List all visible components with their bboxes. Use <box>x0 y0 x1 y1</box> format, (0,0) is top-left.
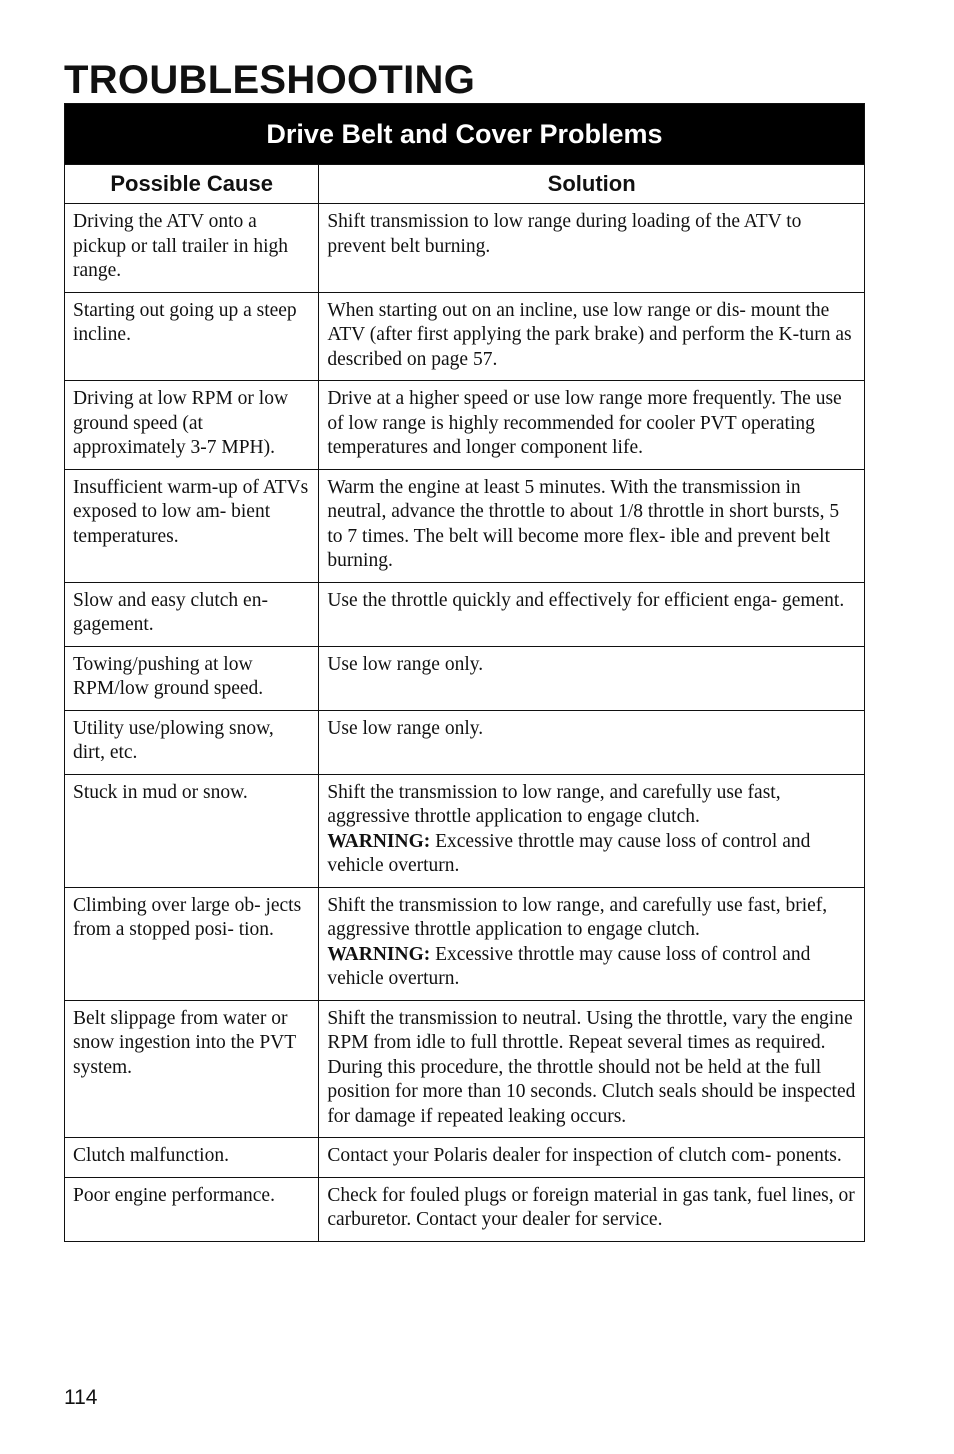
cause-cell: Stuck in mud or snow. <box>65 774 319 887</box>
cause-cell: Poor engine performance. <box>65 1177 319 1241</box>
solution-cell: Check for fouled plugs or foreign material in gas tank, fuel lines, or carburetor. Contact your dealer for service. <box>319 1177 865 1241</box>
cause-cell: Clutch malfunction. <box>65 1138 319 1178</box>
solution-cell: Use the throttle quickly and effectively for efficient enga- gement. <box>319 582 865 646</box>
table-row <box>65 204 865 293</box>
table-header-row <box>65 165 865 204</box>
page-title: TROUBLESHOOTING <box>64 58 476 102</box>
header-possible-cause: Possible Cause <box>65 165 319 204</box>
cause-cell: Towing/pushing at low RPM/low ground speed. <box>65 646 319 710</box>
table-row <box>65 1177 865 1241</box>
troubleshooting-table <box>64 103 865 1242</box>
table-row <box>65 774 865 887</box>
table-row <box>65 1138 865 1178</box>
solution-text: Shift the transmission to low range, and carefully use fast, aggressive throttle application to engage clutch. <box>327 781 781 827</box>
solution-cell: Use low range only. <box>319 710 865 774</box>
cause-cell: Insufficient warm-up of ATVs exposed to low am- bient temperatures. <box>65 469 319 582</box>
cause-cell: Driving the ATV onto a pickup or tall trailer in high range. <box>65 204 319 293</box>
table-row <box>65 887 865 1000</box>
cause-cell: Climbing over large ob- jects from a stopped posi- tion. <box>65 887 319 1000</box>
header-solution: Solution <box>319 165 865 204</box>
solution-cell: Use low range only. <box>319 646 865 710</box>
page-number: 114 <box>64 1386 98 1409</box>
table-row <box>65 469 865 582</box>
cause-cell: Utility use/plowing snow, dirt, etc. <box>65 710 319 774</box>
solution-text: Shift the transmission to low range, and carefully use fast, brief, aggressive throttle application to engage clutch. <box>327 894 828 940</box>
solution-cell: Contact your Polaris dealer for inspection of clutch com- ponents. <box>319 1138 865 1178</box>
cause-cell: Driving at low RPM or low ground speed (at approximately 3-7 MPH). <box>65 381 319 470</box>
solution-cell <box>319 887 865 1000</box>
table-row <box>65 292 865 381</box>
table-row <box>65 582 865 646</box>
warning-label: WARNING: <box>327 830 431 852</box>
cause-cell: Slow and easy clutch en- gagement. <box>65 582 319 646</box>
cause-cell: Starting out going up a steep incline. <box>65 292 319 381</box>
solution-cell: Shift transmission to low range during loading of the ATV to prevent belt burning. <box>319 204 865 293</box>
solution-cell: When starting out on an incline, use low range or dis- mount the ATV (after first applying the park brake) and perform the K-turn as described on page 57. <box>319 292 865 381</box>
table-banner: Drive Belt and Cover Problems <box>65 104 865 165</box>
solution-cell: Shift the transmission to neutral. Using the throttle, vary the engine RPM from idle to full throttle. Repeat several times as required. During this procedure, the throttle should not be held at the full position for more than 10 seconds. Clutch seals should be inspected for damage if repeated leaking occurs. <box>319 1000 865 1138</box>
warning-text: Excessive throttle may cause loss of control and vehicle overturn. <box>327 830 811 876</box>
warning-label: WARNING: <box>327 943 431 965</box>
solution-cell: Drive at a higher speed or use low range more frequently. The use of low range is highly recommended for cooler PVT operating temperatures and longer component life. <box>319 381 865 470</box>
table-row <box>65 710 865 774</box>
warning-text: Excessive throttle may cause loss of control and vehicle overturn. <box>327 943 811 989</box>
cause-cell: Belt slippage from water or snow ingestion into the PVT system. <box>65 1000 319 1138</box>
table-row <box>65 646 865 710</box>
solution-cell: Warm the engine at least 5 minutes. With the transmission in neutral, advance the throttle to about 1/8 throttle in short bursts, 5 to 7 times. The belt will become more flex- ible and prevent belt burning. <box>319 469 865 582</box>
solution-cell <box>319 774 865 887</box>
table-row <box>65 381 865 470</box>
table-row <box>65 1000 865 1138</box>
table-banner-row <box>65 104 865 165</box>
